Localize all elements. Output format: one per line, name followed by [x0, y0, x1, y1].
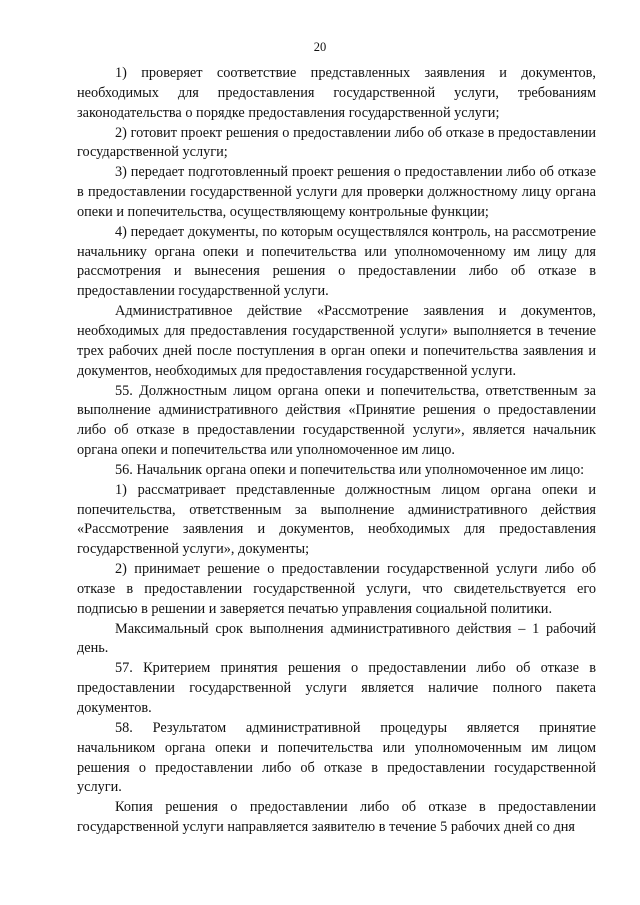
paragraph-clause-55: 55. Должностным лицом органа опеки и попечительства, ответственным за выполнение административного действия «Принятие решения о предоставлении либо об отказе в предоставлении государственной услуги», является начальник органа опеки и попечительства или уполномоченное им лицо.: [77, 382, 596, 459]
paragraph-56-item-1: 1) рассматривает представленные должностным лицом органа опеки и попечительства, ответственным за выполнение административного действия «Рассмотрение заявления и документов, необходимых для предоставления государственной услуги», документы;: [77, 481, 596, 558]
paragraph-clause-57: 57. Критерием принятия решения о предоставлении либо об отказе в предоставлении государственной услуги является наличие полного пакета документов.: [77, 660, 596, 716]
page-number: 20: [313, 40, 327, 54]
document-body: [77, 64, 596, 838]
paragraph-max-term: Максимальный срок выполнения административного действия – 1 рабочий день.: [77, 620, 596, 657]
paragraph-admin-action-review: Административное действие «Рассмотрение заявления и документов, необходимых для предоставления государственной услуги» выполняется в течение трех рабочих дней после поступления в орган опеки и попечительства заявления и документов, необходимых для предоставления государственной услуги.: [77, 303, 596, 379]
paragraph-clause-58: 58. Результатом административной процедуры является принятие начальником органа опеки и попечительства или уполномоченным им лицом решения о предоставлении либо об отказе в предоставлении государственной услуги.: [77, 719, 596, 796]
paragraph-1-item-verifies: 1) проверяет соответствие представленных заявления и документов, необходимых для предоставления государственной услуги, требованиям законодательства о порядке предоставления государственной услуги;: [77, 65, 596, 121]
paragraph-56-item-2: 2) принимает решение о предоставлении государственной услуги либо об отказе в предоставлении государственной услуги, что свидетельствуется его подписью в решении и заверяется печатью управления социальной политики.: [77, 561, 596, 617]
paragraph-clause-56: 56. Начальник органа опеки и попечительства или уполномоченное им лицо:: [115, 461, 585, 478]
paragraph-3-item-transfers-draft: 3) передает подготовленный проект решения о предоставлении либо об отказе в предоставлении государственной услуги для проверки должностному лицу органа опеки и попечительства, осуществляющему контрольные функции;: [77, 164, 596, 220]
paragraph-2-item-prepares-draft: 2) готовит проект решения о предоставлении либо об отказе в предоставлении государственной услуги;: [77, 124, 596, 161]
paragraph-copy-of-decision: Копия решения о предоставлении либо об отказе в предоставлении государственной услуги направляется заявителю в течение 5 рабочих дней со дня: [77, 799, 596, 836]
paragraph-4-item-transfers-documents: 4) передает документы, по которым осуществлялся контроль, на рассмотрение начальнику органа опеки и попечительства или уполномоченному им лицу для рассмотрения и вынесения решения о предоставлении либо об отказе в предоставлении государственной услуги.: [77, 223, 596, 300]
